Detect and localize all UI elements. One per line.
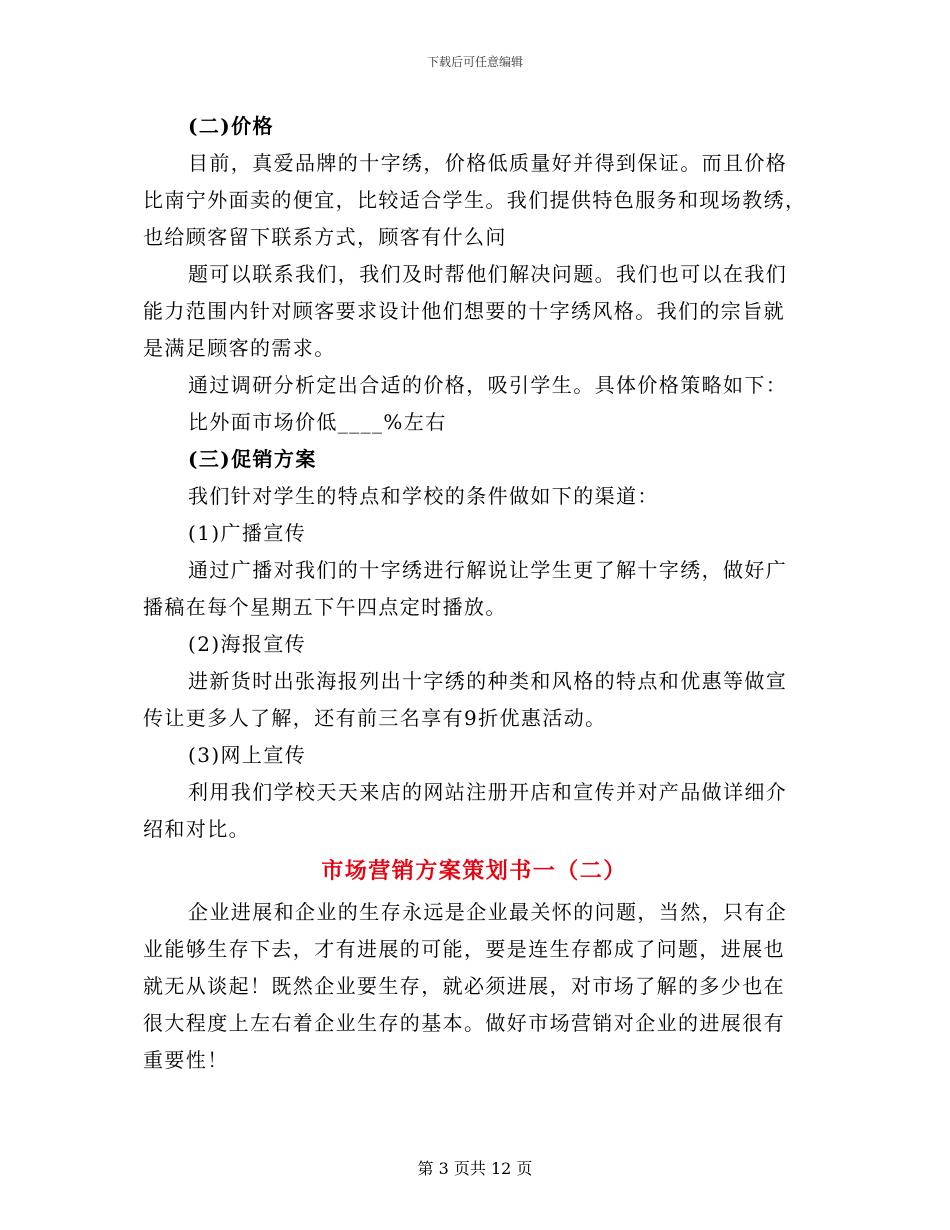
- item-heading: (2)海报宣传: [188, 632, 307, 656]
- paragraph-line: 我们针对学生的特点和学校的条件做如下的渠道：: [188, 484, 659, 508]
- paragraph-line: 通过广播对我们的十字绣进行解说让学生更了解十字绣，做好广: [188, 558, 788, 582]
- paragraph-line: 进新货时出张海报列出十字绣的种类和风格的特点和优惠等做宣: [188, 669, 788, 693]
- page-footer: 第 3 页共 12 页: [417, 1159, 533, 1178]
- paragraph-line: 能力范围内针对顾客要求设计他们想要的十字绣风格。我们的宗旨就: [143, 299, 785, 323]
- paragraph-line: 绍和对比。: [143, 817, 250, 841]
- promo-heading: (三)促销方案: [188, 447, 317, 471]
- paragraph-line: 题可以联系我们，我们及时帮他们解决问题。我们也可以在我们: [188, 262, 788, 286]
- paragraph-line: 比南宁外面卖的便宜，比较适合学生。我们提供特色服务和现场教绣，: [143, 188, 807, 212]
- page-header: 下载后可任意编辑: [426, 55, 523, 69]
- item-heading: (1)广播宣传: [188, 521, 307, 545]
- paragraph-line: 企业进展和企业的生存永远是企业最关怀的问题，当然，只有企: [188, 900, 788, 924]
- paragraph-line: 利用我们学校天天来店的网站注册开店和宣传并对产品做详细介: [188, 780, 788, 804]
- paragraph-line: 很大程度上左右着企业生存的基本。做好市场营销对企业的进展很有: [143, 1011, 785, 1035]
- paragraph-line: 比外面市场价低____%左右: [188, 410, 447, 434]
- item-heading: (3)网上宣传: [188, 743, 307, 767]
- paragraph-line: 重要性！: [143, 1048, 229, 1072]
- paragraph-line: 也给顾客留下联系方式，顾客有什么问: [143, 225, 507, 249]
- paragraph-line: 通过调研分析定出合适的价格，吸引学生。具体价格策略如下：: [188, 373, 788, 397]
- document-body: [143, 108, 805, 1079]
- paragraph-line: 传让更多人了解，还有前三名享有9折优惠活动。: [143, 706, 607, 730]
- paragraph-line: 目前，真爱品牌的十字绣，价格低质量好并得到保证。而且价格: [188, 151, 788, 175]
- paragraph-line: 播稿在每个星期五下午四点定时播放。: [143, 595, 507, 619]
- paragraph-line: 是满足顾客的需求。: [143, 336, 336, 360]
- price-heading: (二)价格: [188, 114, 274, 138]
- paragraph-line: 就无从谈起！既然企业要生存，就必须进展，对市场了解的多少也在: [143, 974, 785, 998]
- document-title: 市场营销方案策划书一（二）: [321, 858, 627, 884]
- paragraph-line: 业能够生存下去，才有进展的可能，要是连生存都成了问题，进展也: [143, 937, 785, 961]
